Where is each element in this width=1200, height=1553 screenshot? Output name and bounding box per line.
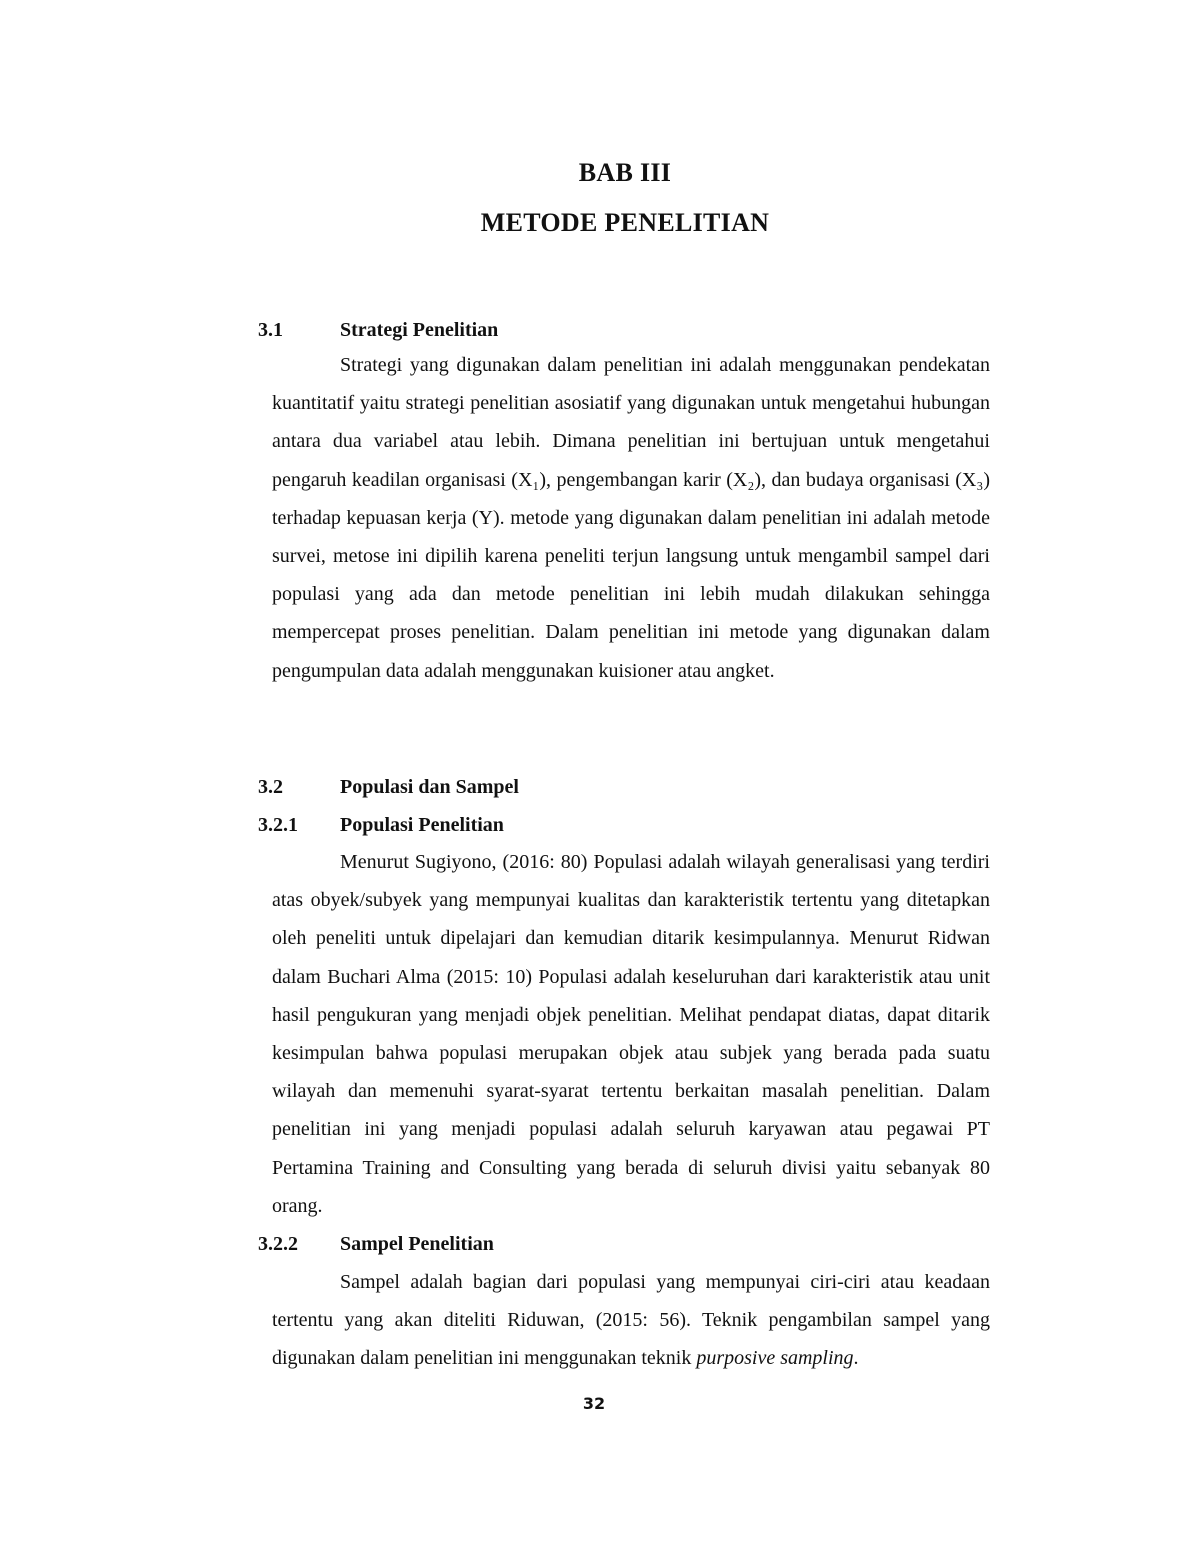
chapter-number: BAB III xyxy=(578,158,672,187)
section-heading-3-1 xyxy=(258,316,498,344)
section-heading-3-2 xyxy=(258,773,519,801)
paragraph-text: Sampel adalah bagian dari populasi yang mempunyai ciri-ciri atau keadaan tertentu yang akan diteliti Riduwan, (2015: 56). Teknik pengambilan sampel yang digunakan dalam penelitian ini menggunakan teknik xyxy=(272,1271,990,1370)
section-title: Sampel Penelitian xyxy=(340,1233,494,1255)
section-number: 3.2.1 xyxy=(258,814,298,836)
paragraph-populasi: Menurut Sugiyono, (2016: 80) Populasi adalah wilayah generalisasi yang terdiri atas obyek/subyek yang mempunyai kualitas dan karakteristik tertentu yang ditetapkan oleh peneliti untuk dipelajari dan kemudian ditarik kesimpulannya. Menurut Ridwan dalam Buchari Alma (2015: 10) Populasi adalah keseluruhan dari karakteristik atau unit hasil pengukuran yang menjadi objek penelitian. Melihat pendapat diatas, dapat ditarik kesimpulan bahwa populasi merupakan objek atau subjek yang berada pada suatu wilayah dan memenuhi syarat-syarat tertentu berkaitan masalah penelitian. Dalam penelitian ini yang menjadi populasi adalah seluruh karyawan atau pegawai PT Pertamina Training and Consulting yang berada di seluruh divisi yaitu sebanyak 80 orang. xyxy=(272,851,990,1217)
chapter-title: METODE PENELITIAN xyxy=(480,208,770,237)
section-title: Populasi dan Sampel xyxy=(340,776,519,798)
page-number: 32 xyxy=(582,1394,606,1413)
paragraph-strategi: Strategi yang digunakan dalam penelitian ini adalah menggunakan pendekatan kuantitatif yaitu strategi penelitian asosiatif yang digunakan untuk mengetahui hubungan antara dua variabel atau lebih. Dimana penelitian ini bertujuan untuk mengetahui pengaruh keadilan organisasi (X₁), pengembangan karir (X₂), dan budaya organisasi (X₃) terhadap kepuasan kerja (Y). metode yang digunakan dalam penelitian ini adalah metode survei, metose ini dipilih karena peneliti terjun langsung untuk mengambil sampel dari populasi yang ada dan metode penelitian ini lebih mudah dilakukan sehingga mempercepat proses penelitian. Dalam penelitian ini metode yang digunakan dalam pengumpulan data adalah menggunakan kuisioner atau angket. xyxy=(272,354,990,682)
section-number: 3.2.2 xyxy=(258,1233,298,1255)
section-title: Strategi Penelitian xyxy=(340,319,499,341)
italic-term: purposive sampling xyxy=(696,1347,854,1370)
paragraph-sampel xyxy=(272,1263,990,1378)
paragraph-text-end: . xyxy=(853,1347,859,1370)
section-number: 3.2 xyxy=(258,776,283,798)
section-number: 3.1 xyxy=(258,319,283,341)
section-heading-3-2-2 xyxy=(258,1230,494,1258)
section-heading-3-2-1 xyxy=(258,811,504,839)
section-title: Populasi Penelitian xyxy=(340,814,504,836)
